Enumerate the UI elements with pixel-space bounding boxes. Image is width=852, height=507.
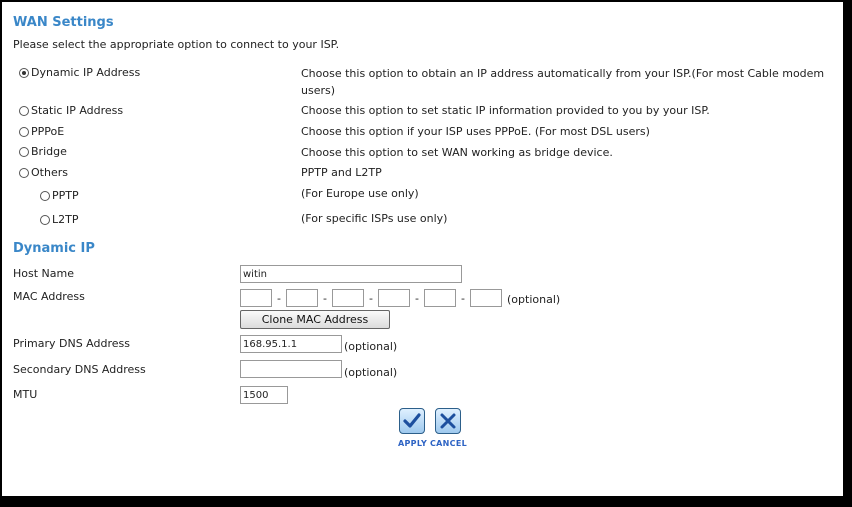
mac-octet-3-input[interactable] <box>332 289 364 307</box>
radio-dynamic-ip[interactable] <box>19 68 29 78</box>
option-l2tp-label: L2TP <box>52 213 79 226</box>
radio-pptp[interactable] <box>40 191 50 201</box>
option-pptp-description: (For Europe use only) <box>301 187 419 200</box>
option-dynamic-ip-description: Choose this option to obtain an IP address automatically from your ISP.(For most Cable modem users) <box>301 67 825 97</box>
wan-settings-subtitle: Please select the appropriate option to connect to your ISP. <box>13 38 340 51</box>
mtu-input[interactable] <box>240 386 288 404</box>
mac-separator: - <box>277 292 281 305</box>
option-bridge-label: Bridge <box>31 145 67 158</box>
apply-label[interactable]: APPLY <box>398 439 428 448</box>
host-name-input[interactable] <box>240 265 462 283</box>
option-others-description: PPTP and L2TP <box>301 166 382 179</box>
radio-static-ip[interactable] <box>19 106 29 116</box>
clone-mac-button[interactable]: Clone MAC Address <box>240 310 390 329</box>
mac-separator: - <box>461 292 465 305</box>
cancel-label[interactable]: CANCEL <box>430 439 467 448</box>
mac-separator: - <box>415 292 419 305</box>
secondary-dns-optional-note: (optional) <box>344 366 398 379</box>
option-bridge-description: Choose this option to set WAN working as bridge device. <box>301 146 613 159</box>
primary-dns-label: Primary DNS Address <box>13 337 130 350</box>
mtu-label: MTU <box>13 388 38 401</box>
option-static-ip-description: Choose this option to set static IP information provided to you by your ISP. <box>301 104 710 117</box>
option-dynamic-ip-label: Dynamic IP Address <box>31 66 141 79</box>
mac-octet-6-input[interactable] <box>470 289 502 307</box>
option-pptp-label: PPTP <box>52 189 79 202</box>
option-others-label: Others <box>31 166 68 179</box>
option-pppoe[interactable] <box>19 125 64 138</box>
primary-dns-optional-note: (optional) <box>344 340 398 353</box>
option-l2tp[interactable] <box>40 213 78 226</box>
radio-pppoe[interactable] <box>19 127 29 137</box>
option-pptp[interactable] <box>40 189 79 202</box>
mac-octet-1-input[interactable] <box>240 289 272 307</box>
option-others[interactable] <box>19 166 68 179</box>
dynamic-ip-title: Dynamic IP <box>13 241 95 256</box>
mac-octet-2-input[interactable] <box>286 289 318 307</box>
wan-settings-panel <box>2 2 846 501</box>
host-name-label: Host Name <box>13 267 74 280</box>
apply-button[interactable] <box>399 408 425 434</box>
x-icon <box>436 409 460 433</box>
secondary-dns-label: Secondary DNS Address <box>13 363 146 376</box>
secondary-dns-input[interactable] <box>240 360 342 378</box>
radio-others[interactable] <box>19 168 29 178</box>
radio-l2tp[interactable] <box>40 215 50 225</box>
mac-octet-4-input[interactable] <box>378 289 410 307</box>
primary-dns-input[interactable] <box>240 335 342 353</box>
option-pppoe-description: Choose this option if your ISP uses PPPoE. (For most DSL users) <box>301 125 650 138</box>
option-l2tp-description: (For specific ISPs use only) <box>301 212 448 225</box>
option-dynamic-ip[interactable] <box>19 66 140 79</box>
cancel-button[interactable] <box>435 408 461 434</box>
checkmark-icon <box>400 409 424 433</box>
option-static-ip[interactable] <box>19 104 123 117</box>
mac-address-label: MAC Address <box>13 290 85 303</box>
option-static-ip-label: Static IP Address <box>31 104 124 117</box>
mac-optional-note: (optional) <box>507 293 561 306</box>
mac-octet-5-input[interactable] <box>424 289 456 307</box>
radio-bridge[interactable] <box>19 147 29 157</box>
option-bridge[interactable] <box>19 145 67 158</box>
wan-settings-title: WAN Settings <box>13 15 114 30</box>
mac-separator: - <box>369 292 373 305</box>
mac-separator: - <box>323 292 327 305</box>
option-pppoe-label: PPPoE <box>31 125 65 138</box>
